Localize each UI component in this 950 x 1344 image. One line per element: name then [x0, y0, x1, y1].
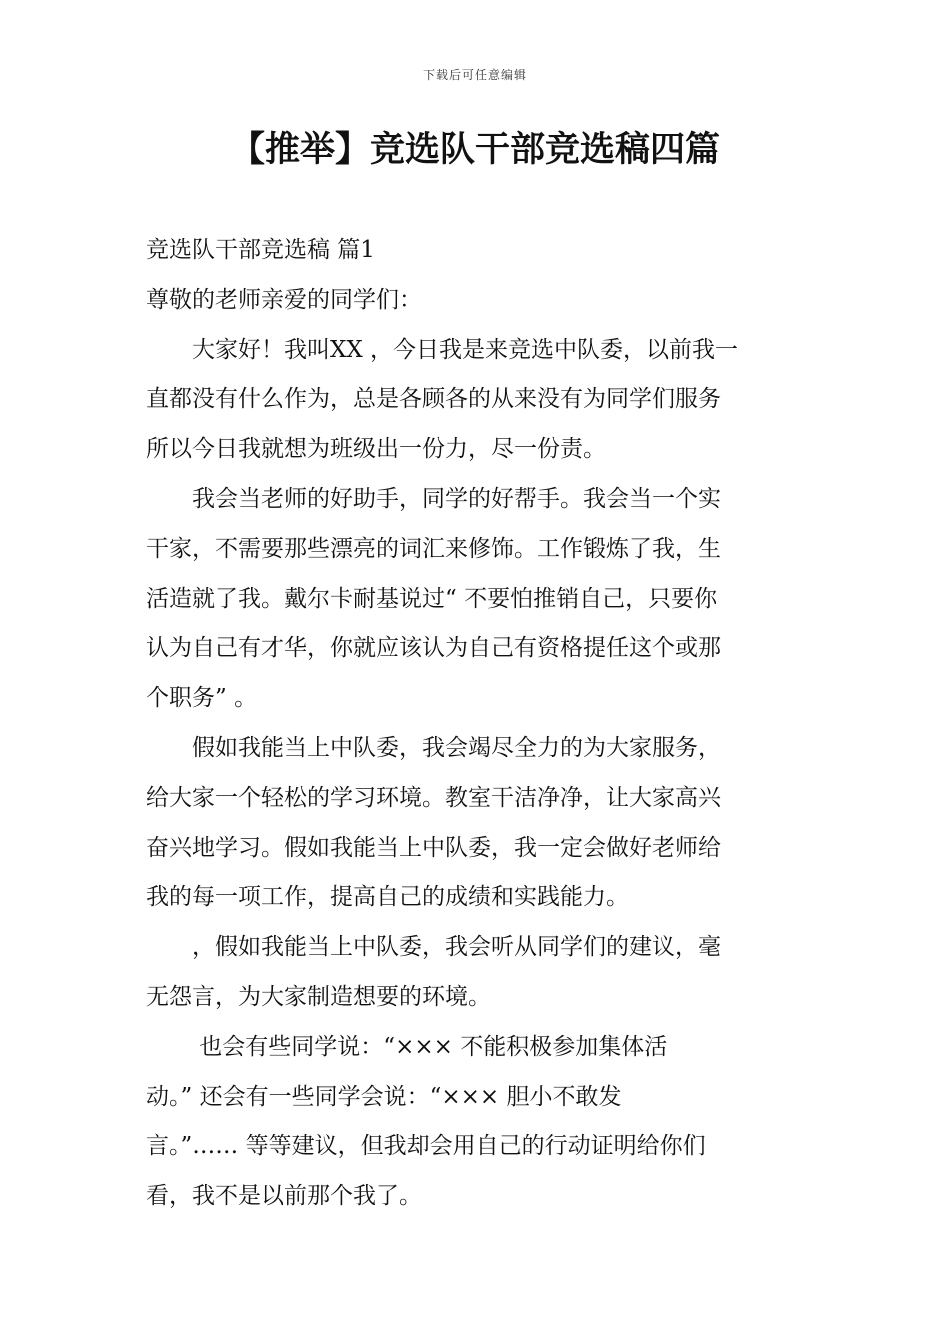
text-line: 我的每一项工作，提高自己的成绩和实践能力。	[146, 884, 629, 911]
salutation: 尊敬的老师亲爱的同学们：	[146, 286, 422, 313]
text-line: 大家好！我叫XX ，今日我是来竞选中队委，以前我一	[146, 336, 739, 363]
text-line: 认为自己有才华，你就应该认为自己有资格提任这个或那	[146, 635, 721, 662]
document-title: 【推举】竞选队干部竞选稿四篇	[229, 130, 720, 170]
text-line: 干家，不需要那些漂亮的词汇来修饰。工作锻炼了我，生	[146, 535, 721, 562]
text-line: 动。” 还会有一些同学会说：“××× 胆小不敢发	[146, 1083, 622, 1110]
text-line: 活造就了我。戴尔卡耐基说过“ 不要怕推销自己，只要你	[146, 585, 718, 612]
text-line: 言。”…… 等等建议，但我却会用自己的行动证明给你们	[146, 1133, 706, 1160]
text-line: 所以今日我就想为班级出一份力，尽一份责。	[146, 436, 606, 463]
text-line: 奋兴地学习。假如我能当上中队委，我一定会做好老师给	[146, 834, 721, 861]
header-note: 下载后可任意编辑	[422, 68, 527, 82]
text-line: 看，我不是以前那个我了。	[146, 1183, 422, 1210]
text-line: 我会当老师的好助手，同学的好帮手。我会当一个实	[146, 485, 721, 512]
document-body	[146, 226, 806, 1222]
text-line: 也会有些同学说：“××× 不能积极参加集体活	[146, 1033, 668, 1060]
section-heading: 竞选队干部竞选稿 篇1	[146, 237, 375, 263]
text-line: 个职务” 。	[146, 685, 258, 712]
text-line: 无怨言，为大家制造想要的环境。	[146, 983, 491, 1010]
text-line: ，假如我能当上中队委，我会听从同学们的建议，毫	[146, 934, 721, 961]
text-line: 给大家一个轻松的学习环境。教室干洁净净，让大家高兴	[146, 784, 721, 811]
text-line: 直都没有什么作为，总是各顾各的从来没有为同学们服务	[146, 386, 721, 413]
text-line: 假如我能当上中队委，我会竭尽全力的为大家服务，	[146, 734, 721, 761]
